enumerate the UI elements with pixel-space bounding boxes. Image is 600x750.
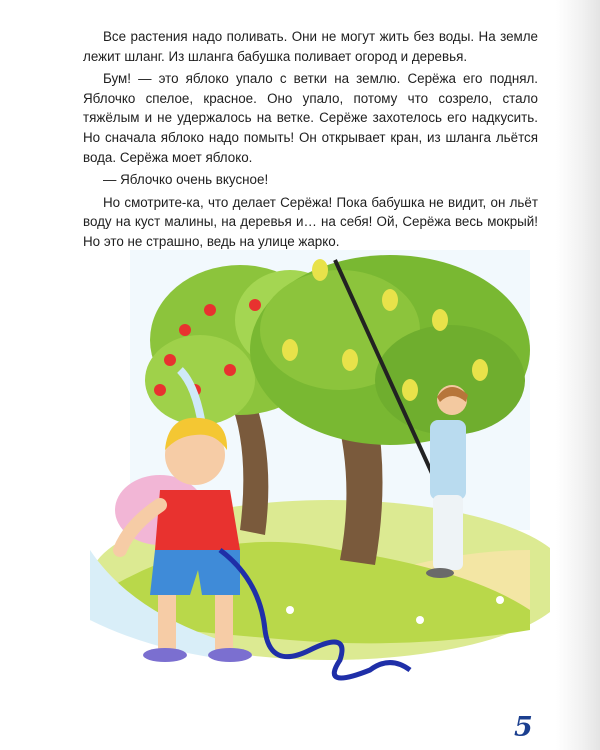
pear: [312, 259, 328, 281]
man-trousers: [433, 495, 463, 570]
boy-shirt: [155, 490, 240, 550]
daisy: [496, 596, 504, 604]
boy-leg-left: [158, 595, 176, 650]
pear: [382, 289, 398, 311]
apple: [154, 384, 166, 396]
apple: [179, 324, 191, 336]
page-edge-shadow: [556, 0, 600, 750]
apple: [249, 299, 261, 311]
apple: [224, 364, 236, 376]
garden-illustration: [90, 250, 550, 710]
page-number: 5: [514, 712, 533, 743]
apple: [164, 354, 176, 366]
pear: [472, 359, 488, 381]
boy-sandal-left: [143, 648, 187, 662]
man-shirt: [430, 420, 466, 500]
pear: [282, 339, 298, 361]
paragraph-4: Но смотрите-ка, что делает Серёжа! Пока бабушка не видит, он льёт воду на куст малины, на деревья и… на себя! Ой, Серёжа весь мокрый! Но это не страшно, ведь на улице жарко.: [83, 194, 538, 249]
story-text: [83, 27, 538, 255]
paragraph-1: Все растения надо поливать. Они не могут жить без воды. На земле лежит шланг. Из шланга бабушка поливает огород и деревья.: [83, 29, 538, 64]
daisy: [416, 616, 424, 624]
boy-leg-right: [215, 595, 233, 650]
pear: [432, 309, 448, 331]
paragraph-3: — Яблочко очень вкусное!: [103, 172, 269, 188]
pear: [342, 349, 358, 371]
paragraph-2: Бум! — это яблоко упало с ветки на землю. Серёжа его поднял. Яблочко спелое, красное. Оно упало, потому что созрело, стало тяжёлым и не удержалось на ветке. Серёже захотелось его надкусить. Но сначала яблоко надо помыть! Он открывает кран, из шланга льётся вода. Серёжа моет яблоко.: [83, 71, 538, 165]
pear: [402, 379, 418, 401]
apple: [204, 304, 216, 316]
daisy: [286, 606, 294, 614]
boy-sandal-right: [208, 648, 252, 662]
